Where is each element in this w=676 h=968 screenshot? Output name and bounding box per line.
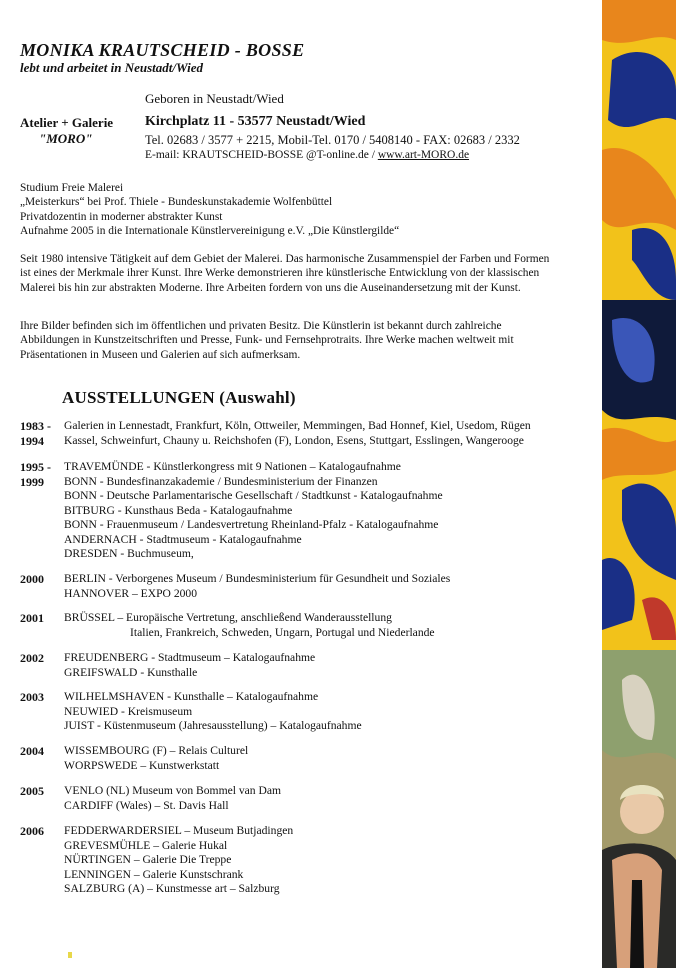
exhibition-year: 1999: [20, 474, 44, 489]
exhibition-entry: WORPSWEDE – Kunstwerkstatt: [64, 758, 220, 772]
exhibition-entry: SALZBURG (A) – Kunstmesse art – Salzburg: [64, 882, 280, 895]
biography-paragraph: Ihre Bilder befinden sich im öffentlichen und privaten Besitz. Die Künstlerin ist bekannt durch zahlreiche Abbildungen in Kunstzeitschriften und Presse, Funk- und Fernsehprotraits. Ihre Werke machen weltweit mit Präsentationen in Museen und Galerien auf sich aufmerksam.: [20, 320, 514, 361]
education-line: Aufnahme 2005 in die Internationale Künstlervereinigung e.V. „Die Künstlergilde“: [20, 224, 400, 237]
exhibition-entry: FREUDENBERG - Stadtmuseum – Katalogaufnahme: [64, 651, 316, 664]
exhibition-entry: DRESDEN - Buchmuseum,: [64, 547, 194, 560]
education-line: Studium Freie Malerei: [20, 182, 124, 194]
exhibition-entry: GREVESMÜHLE – Galerie Hukal: [64, 838, 228, 852]
education-line: Privatdozentin in moderner abstrakter Kunst: [20, 210, 223, 223]
atelier-name: "MORO": [39, 131, 93, 146]
exhibition-entry: VENLO (NL) Museum von Bommel van Dam: [64, 784, 282, 797]
exhibition-year: 2001: [20, 611, 44, 625]
exhibition-year: 1983 -: [20, 419, 51, 433]
exhibition-entry: BITBURG - Kunsthaus Beda - Katalogaufnahme: [64, 503, 293, 517]
contact-line: [145, 149, 469, 161]
exhibition-entry: TRAVEMÜNDE - Künstlerkongress mit 9 Nationen – Katalogaufnahme: [64, 460, 401, 473]
atelier-label: Atelier + Galerie: [20, 115, 114, 130]
exhibition-entry: GREIFSWALD - Kunsthalle: [64, 665, 198, 679]
exhibition-entry: NEUWIED - Kreismuseum: [64, 704, 193, 718]
exhibition-year: 2004: [20, 744, 44, 758]
exhibition-entry: BRÜSSEL – Europäische Vertretung, anschließend Wanderausstellung: [64, 611, 392, 624]
biography-paragraph: Seit 1980 intensive Tätigkeit auf dem Gebiet der Malerei. Das harmonische Zusammenspiel der Farben und Formen ist eines der Merkmale ihrer Kunst. Ihre Werke demonstrieren ihre künstlerische Entwicklung von der klassischen Malerei bis hin zur abstrakten Moderne. Ihre Arbeiten fordern von uns die Auseinandersetzung mit der Kunst.: [20, 253, 550, 294]
exhibition-entry: JUIST - Küstenmuseum (Jahresausstellung) – Katalogaufnahme: [64, 719, 362, 732]
exhibition-year: 1994: [20, 433, 44, 448]
exhibition-entry: BONN - Deutsche Parlamentarische Gesellschaft / Stadtkunst - Katalogaufnahme: [64, 489, 443, 502]
birthplace: Geboren in Neustadt/Wied: [145, 91, 284, 106]
website-link[interactable]: www.art-MORO.de: [377, 149, 470, 161]
exhibition-year: 2000: [20, 572, 44, 586]
exhibition-entry: CARDIFF (Wales) – St. Davis Hall: [64, 798, 229, 812]
address: Kirchplatz 11 - 53577 Neustadt/Wied: [145, 114, 366, 129]
exhibition-entry: BERLIN - Verborgenes Museum / Bundesministerium für Gesundheit und Soziales: [64, 572, 451, 585]
artist-name: MONIKA KRAUTSCHEID - BOSSE: [20, 40, 305, 60]
exhibition-entry: HANNOVER – EXPO 2000: [64, 586, 198, 600]
exhibitions-heading: AUSSTELLUNGEN (Auswahl): [62, 388, 296, 407]
exhibition-year: 2002: [20, 651, 44, 665]
exhibition-year: 2003: [20, 690, 44, 704]
exhibition-entry: FEDDERWARDERSIEL – Museum Butjadingen: [64, 824, 294, 837]
exhibition-entry: ANDERNACH - Stadtmuseum - Katalogaufnahme: [64, 532, 302, 546]
email-text: E-mail: KRAUTSCHEID-BOSSE @T-online.de /: [145, 149, 378, 161]
exhibition-entry: WISSEMBOURG (F) – Relais Culturel: [64, 744, 249, 757]
exhibition-entry: NÜRTINGEN – Galerie Die Treppe: [64, 853, 232, 866]
artwork-strip: [602, 0, 676, 968]
exhibition-entry: Italien, Frankreich, Schweden, Ungarn, Portugal und Niederlande: [130, 625, 435, 639]
exhibition-entry: Kassel, Schweinfurt, Chauny u. Reichshofen (F), London, Esens, Stuttgart, Esslingen, Wangerooge: [64, 433, 524, 447]
exhibition-entry: Galerien in Lennestadt, Frankfurt, Köln, Ottweiler, Memmingen, Bad Honnef, Kiel, Usedom, Rügen: [64, 419, 531, 432]
exhibition-entry: LENNINGEN – Galerie Kunstschrank: [64, 867, 244, 881]
exhibition-year: 2006: [20, 824, 44, 838]
exhibition-year: 2005: [20, 784, 44, 798]
education-line: „Meisterkurs“ bei Prof. Thiele - Bundeskunstakademie Wolfenbüttel: [20, 196, 333, 209]
exhibition-entry: BONN - Frauenmuseum / Landesvertretung Rheinland-Pfalz - Katalogaufnahme: [64, 518, 439, 531]
exhibition-entry: BONN - Bundesfinanzakademie / Bundesministerium der Finanzen: [64, 474, 378, 488]
exhibition-year: 1995 -: [20, 460, 51, 474]
phone-line: Tel. 02683 / 3577 + 2215, Mobil-Tel. 0170 / 5408140 - FAX: 02683 / 2332: [145, 133, 520, 147]
painting-image: [602, 0, 676, 968]
artist-subtitle: lebt und arbeitet in Neustadt/Wied: [20, 60, 203, 75]
exhibition-entry: WILHELMSHAVEN - Kunsthalle – Katalogaufnahme: [64, 690, 319, 703]
scan-mark: [68, 952, 72, 958]
